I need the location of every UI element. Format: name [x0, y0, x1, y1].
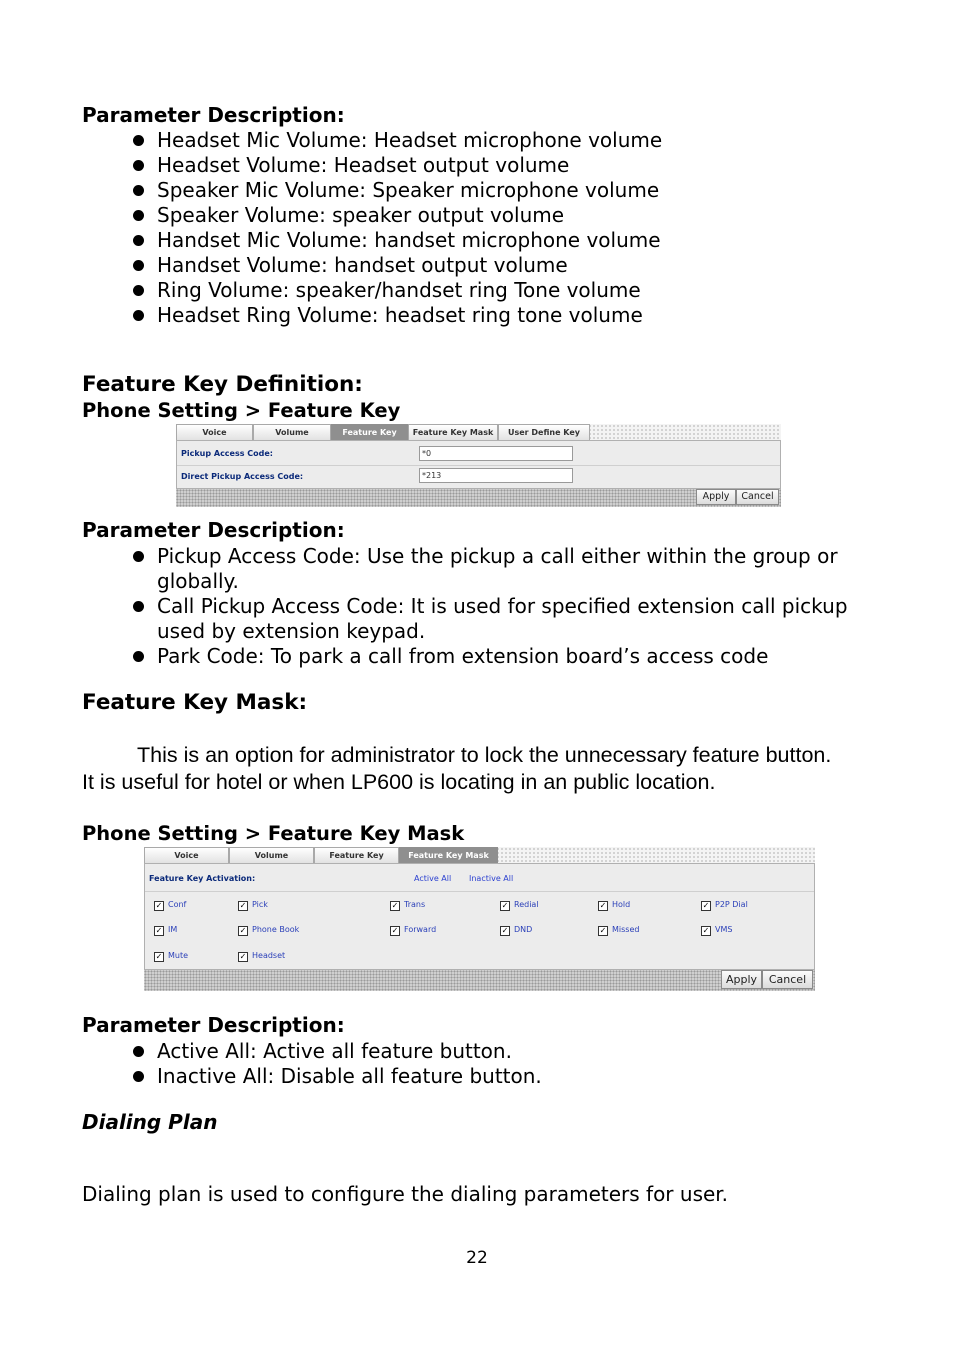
check-icon: ✓	[702, 901, 710, 910]
check-icon: ✓	[155, 901, 163, 910]
button-bar	[176, 489, 781, 507]
active-all-link[interactable]: Active All	[414, 874, 452, 883]
tab-voice[interactable]: Voice	[144, 847, 229, 863]
tab-volume[interactable]: Volume	[253, 424, 331, 440]
tab-feature-key[interactable]: Feature Key	[331, 424, 408, 440]
pickup-access-code-input[interactable]: *0	[419, 446, 573, 461]
feature-key-mask-param-list	[130, 1039, 542, 1089]
apply-button[interactable]: Apply	[721, 970, 762, 989]
check-icon: ✓	[702, 926, 710, 935]
list-item: Headset Mic Volume: Headset microphone volume	[130, 128, 662, 153]
tab-voice[interactable]: Voice	[176, 424, 253, 440]
volume-param-list	[130, 128, 662, 328]
intro-line-2: It is useful for hotel or when LP600 is locating in an public location.	[82, 770, 716, 794]
feature-key-screenshot	[176, 424, 781, 507]
checkbox-trans[interactable]: ✓ Trans	[391, 900, 426, 910]
list-item: Active All: Active all feature button.	[130, 1039, 542, 1064]
checkbox-p2p-dial[interactable]: ✓ P2P Dial	[702, 900, 748, 910]
feature-key-mask-panel	[144, 863, 815, 970]
feature-key-panel	[176, 440, 781, 489]
check-icon: ✓	[239, 926, 247, 935]
list-item: Inactive All: Disable all feature button.	[130, 1064, 542, 1089]
check-icon: ✓	[501, 926, 509, 935]
check-icon: ✓	[155, 952, 163, 961]
feature-key-mask-title: Feature Key Mask:	[82, 690, 308, 715]
checkbox-conf[interactable]: ✓ Conf	[155, 900, 187, 910]
feature-key-path: Phone Setting > Feature Key	[82, 399, 401, 422]
tab-user-define-key[interactable]: User Define Key	[498, 424, 590, 440]
check-icon: ✓	[239, 901, 247, 910]
button-bar	[144, 970, 815, 991]
checkbox-mute[interactable]: ✓ Mute	[155, 951, 189, 961]
apply-button[interactable]: Apply	[696, 489, 736, 505]
check-icon: ✓	[239, 952, 247, 961]
pickup-access-code-label: Pickup Access Code:	[181, 449, 274, 458]
direct-pickup-access-code-label: Direct Pickup Access Code:	[181, 472, 304, 481]
list-item: Speaker Volume: speaker output volume	[130, 203, 662, 228]
check-icon: ✓	[599, 901, 607, 910]
feature-key-mask-screenshot	[144, 847, 815, 991]
checkbox-vms[interactable]: ✓ VMS	[702, 925, 733, 935]
activation-label: Feature Key Activation:	[149, 874, 256, 883]
list-item: Headset Volume: Headset output volume	[130, 153, 662, 178]
param-desc-heading-3: Parameter Description:	[82, 1013, 345, 1037]
feature-key-mask-path: Phone Setting > Feature Key Mask	[82, 822, 465, 845]
list-item: Pickup Access Code: Use the pickup a call either within the group or globally.	[130, 544, 848, 594]
checkbox-headset[interactable]: ✓ Headset	[239, 951, 286, 961]
check-icon: ✓	[391, 926, 399, 935]
checkbox-dnd[interactable]: ✓ DND	[501, 925, 533, 935]
checkbox-forward[interactable]: ✓ Forward	[391, 925, 437, 935]
param-desc-heading-1: Parameter Description:	[82, 103, 345, 127]
param-desc-heading-2: Parameter Description:	[82, 518, 345, 542]
feature-key-title: Feature Key Definition:	[82, 372, 363, 397]
checkbox-phone-book[interactable]: ✓ Phone Book	[239, 925, 300, 935]
dialing-plan-title: Dialing Plan	[82, 1110, 218, 1134]
cancel-button[interactable]: Cancel	[762, 970, 813, 989]
list-item: Handset Mic Volume: handset microphone volume	[130, 228, 662, 253]
list-item: Ring Volume: speaker/handset ring Tone volume	[130, 278, 662, 303]
check-icon: ✓	[391, 901, 399, 910]
tab-feature-key-mask[interactable]: Feature Key Mask	[399, 847, 498, 863]
inactive-all-link[interactable]: Inactive All	[469, 874, 514, 883]
checkbox-redial[interactable]: ✓ Redial	[501, 900, 539, 910]
list-item: Speaker Mic Volume: Speaker microphone volume	[130, 178, 662, 203]
list-item: Call Pickup Access Code: It is used for specified extension call pickup used by extension keypad.	[130, 594, 848, 644]
tab-feature-key[interactable]: Feature Key	[314, 847, 399, 863]
list-item: Headset Ring Volume: headset ring tone volume	[130, 303, 662, 328]
checkbox-hold[interactable]: ✓ Hold	[599, 900, 631, 910]
checkbox-im[interactable]: ✓ IM	[155, 925, 178, 935]
check-icon: ✓	[599, 926, 607, 935]
page-number: 22	[466, 1248, 488, 1268]
direct-pickup-access-code-input[interactable]: *213	[419, 468, 573, 483]
check-icon: ✓	[501, 901, 509, 910]
checkbox-pick[interactable]: ✓ Pick	[239, 900, 268, 910]
tab-volume[interactable]: Volume	[229, 847, 314, 863]
cancel-button[interactable]: Cancel	[736, 489, 779, 505]
dialing-plan-text: Dialing plan is used to configure the dialing parameters for user.	[82, 1182, 729, 1206]
check-icon: ✓	[155, 926, 163, 935]
list-item: Handset Volume: handset output volume	[130, 253, 662, 278]
checkbox-missed[interactable]: ✓ Missed	[599, 925, 640, 935]
intro-line-1: This is an option for administrator to lock the unnecessary feature button.	[137, 743, 832, 767]
feature-key-param-list	[130, 544, 848, 669]
list-item: Park Code: To park a call from extension board’s access code	[130, 644, 848, 669]
tab-feature-key-mask[interactable]: Feature Key Mask	[408, 424, 498, 440]
